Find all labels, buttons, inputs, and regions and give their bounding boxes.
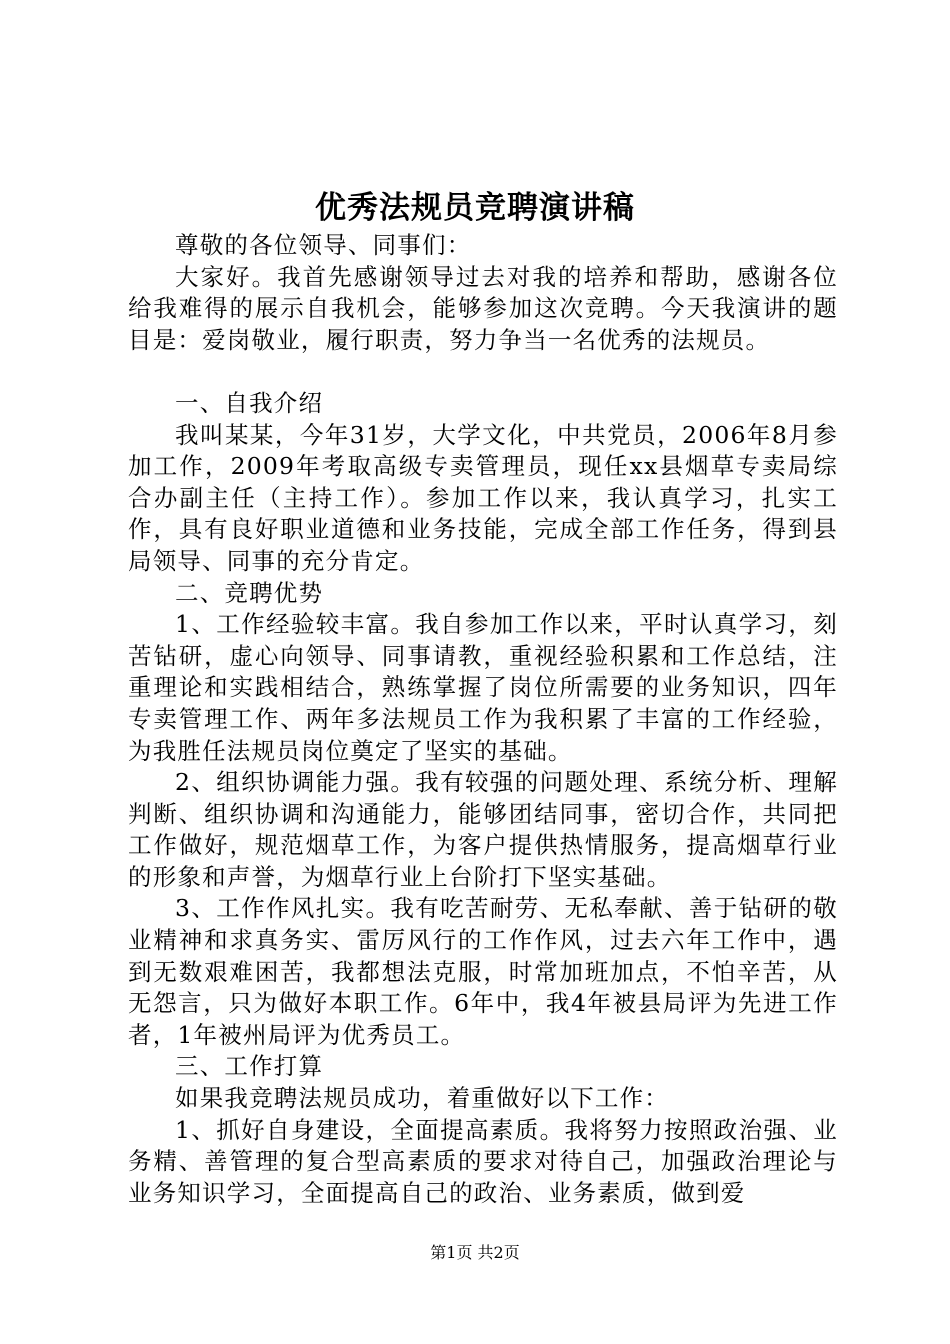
paragraph-greeting: 大家好。我首先感谢领导过去对我的培养和帮助，感谢各位给我难得的展示自我机会，能够参加这次竞聘。今天我演讲的题目是：爱岗敬业，履行职责，努力争当一名优秀的法规员。 (128, 262, 838, 354)
section-heading-self-intro: 一、自我介绍 (175, 388, 324, 417)
paragraph-work-plan-intro: 如果我竞聘法规员成功，着重做好以下工作： (175, 1084, 669, 1113)
paragraph-advantage-2: 2、组织协调能力强。我有较强的问题处理、系统分析、理解判断、组织协调和沟通能力，能够团结同事，密切合作，共同把工作做好，规范烟草工作，为客户提供热情服务，提高烟草行业的形象和声誉，为烟草行业上台阶打下坚实基础。 (128, 768, 838, 891)
paragraph-salutation: 尊敬的各位领导、同事们： (175, 231, 472, 259)
document-body (128, 230, 838, 1209)
page-footer: 第1页 共2页 (430, 1243, 520, 1262)
paragraph-work-plan-1: 1、抓好自身建设，全面提高素质。我将努力按照政治强、业务精、善管理的复合型高素质的要求对待自己，加强政治理论与业务知识学习，全面提高自己的政治、业务素质，做到爱 (128, 1115, 838, 1207)
paragraph-self-intro: 我叫某某，今年31岁，大学文化，中共党员，2006年8月参加工作，2009年考取高级专卖管理员，现任xx县烟草专卖局综合办副主任（主持工作）。参加工作以来，我认真学习，扎实工作，具有良好职业道德和业务技能，完成全部工作任务，得到县局领导、同事的充分肯定。 (128, 420, 838, 575)
paragraph-advantage-3: 3、工作作风扎实。我有吃苦耐劳、无私奉献、善于钻研的敬业精神和求真务实、雷厉风行的工作作风，过去六年工作中，遇到无数艰难困苦，我都想法克服，时常加班加点，不怕辛苦，从无怨言，只为做好本职工作。6年中，我4年被县局评为先进工作者，1年被州局评为优秀员工。 (128, 894, 838, 1049)
blank-line (128, 356, 838, 388)
document-title: 优秀法规员竞聘演讲稿 (315, 190, 635, 226)
section-heading-work-plan: 三、工作打算 (175, 1052, 324, 1081)
paragraph-advantage-1: 1、工作经验较丰富。我自参加工作以来，平时认真学习，刻苦钻研，虚心向领导、同事请教，重视经验积累和工作总结，注重理论和实践相结合，熟练掌握了岗位所需要的业务知识，四年专卖管理工作、两年多法规员工作为我积累了丰富的工作经验，为我胜任法规员岗位奠定了坚实的基础。 (128, 610, 838, 765)
section-heading-advantages: 二、竞聘优势 (175, 578, 324, 607)
